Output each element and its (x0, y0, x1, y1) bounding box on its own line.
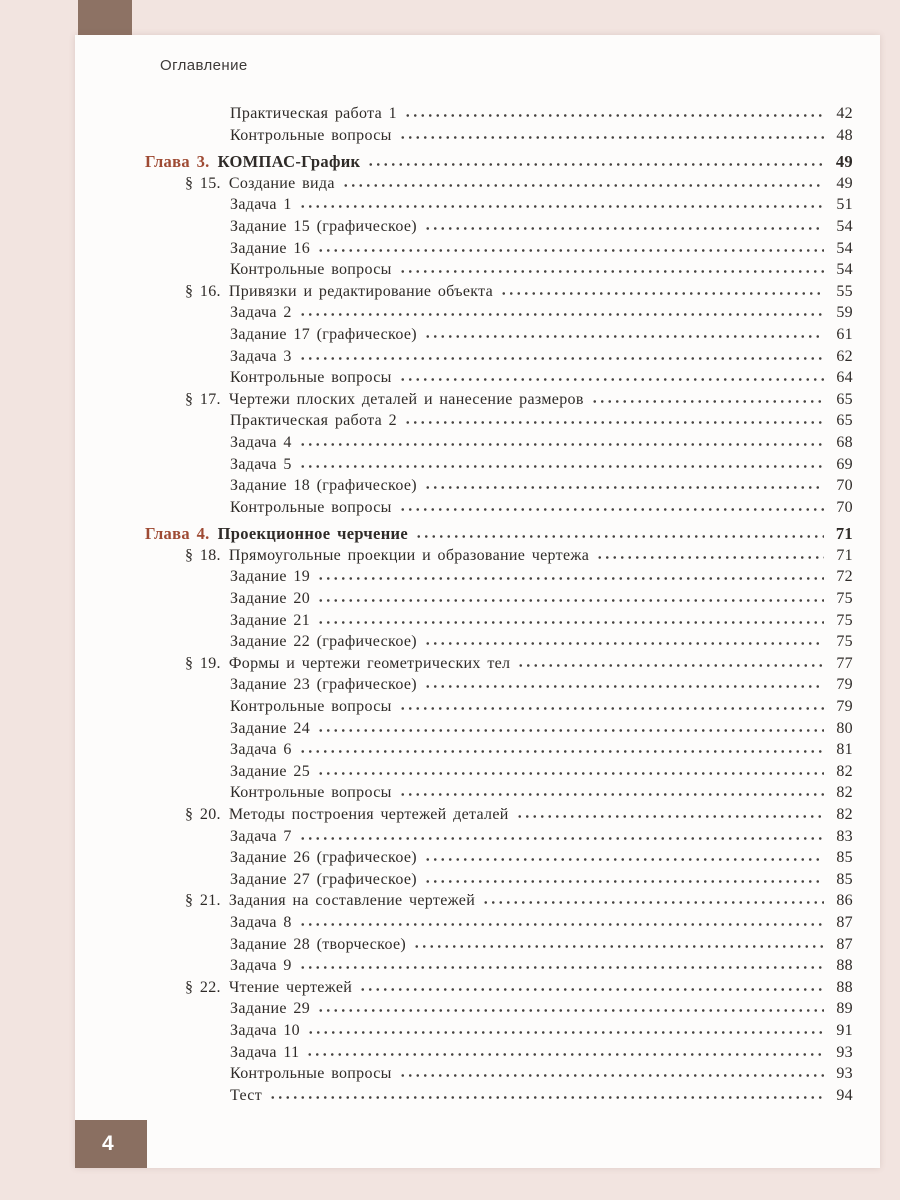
toc-leader-dots (317, 1008, 824, 1013)
toc-entry (145, 346, 853, 368)
toc-leader-dots (299, 312, 824, 317)
toc-entry (145, 281, 853, 303)
toc-entry-label: Задания на составление чертежей (228, 892, 476, 910)
toc-leader-dots (424, 684, 824, 689)
toc-entry-label: Задание 22 (графическое) (230, 633, 417, 651)
toc-leader-dots (317, 598, 824, 603)
toc-entry-prefix: Глава 4. (145, 524, 210, 544)
toc-entry-label: Тест (230, 1086, 263, 1104)
page-number: 4 (102, 1132, 114, 1155)
toc-entry-page: 82 (836, 762, 853, 780)
toc-entry-page: 87 (836, 935, 853, 953)
toc-entry (145, 696, 853, 718)
toc-entry-label: Задача 6 (230, 741, 292, 759)
toc-leader-dots (317, 248, 824, 253)
running-head: Оглавление (160, 57, 248, 74)
toc-entry-label: Задача 10 (230, 1021, 300, 1039)
toc-entry-label: Прямоугольные проекции и образование чертежа (228, 546, 590, 564)
toc-entry (145, 977, 853, 999)
toc-entry-label: Задание 28 (творческое) (230, 935, 407, 953)
toc-entry-label: Задание 25 (230, 762, 311, 780)
toc-entry-label: Контрольные вопросы (230, 126, 392, 144)
toc-entry-page: 54 (836, 239, 853, 257)
toc-entry (145, 998, 853, 1020)
toc-entry-prefix: § 20. (185, 806, 221, 823)
toc-entry-label: Чтение чертежей (228, 978, 353, 996)
toc-entry (145, 259, 853, 281)
toc-entry (145, 782, 853, 804)
toc-entry-page: 82 (836, 784, 853, 802)
toc-entry-prefix: § 21. (185, 892, 221, 910)
toc-entry-label: Контрольные вопросы (230, 261, 392, 279)
page-number-block (75, 1120, 147, 1168)
toc-leader-dots (299, 464, 824, 469)
toc-entry-label: Методы построения чертежей деталей (228, 806, 509, 823)
toc-entry (145, 869, 853, 891)
toc-entry-label: Задание 16 (230, 239, 311, 257)
toc-leader-dots (404, 420, 824, 425)
toc-entry (145, 1063, 853, 1085)
toc-entry (145, 173, 853, 195)
toc-leader-dots (500, 291, 824, 296)
toc-entry (145, 216, 853, 238)
toc-entry (145, 955, 853, 977)
toc-entry-page: 75 (836, 611, 853, 629)
toc-entry-page: 87 (836, 913, 853, 931)
toc-entry-page: 89 (836, 1000, 853, 1018)
toc-entry-page: 48 (836, 126, 853, 144)
toc-leader-dots (424, 334, 824, 339)
toc-entry-label: Задача 8 (230, 913, 292, 931)
toc-list (75, 103, 880, 1106)
toc-entry-page: 77 (836, 654, 853, 672)
toc-entry-page: 75 (836, 633, 853, 651)
toc-entry-page: 79 (836, 698, 853, 716)
toc-entry-page: 93 (836, 1043, 853, 1061)
toc-entry-label: Контрольные вопросы (230, 784, 392, 802)
toc-leader-dots (367, 162, 824, 167)
toc-entry (145, 890, 853, 912)
toc-leader-dots (307, 1030, 824, 1035)
toc-entry-page: 88 (836, 957, 853, 975)
toc-entry-prefix: § 17. (185, 390, 221, 408)
toc-entry (145, 674, 853, 696)
toc-entry-label: Задание 20 (230, 590, 311, 608)
toc-entry-prefix: Глава 3. (145, 152, 210, 172)
toc-entry-page: 93 (836, 1065, 853, 1083)
toc-entry-label: Задача 11 (230, 1043, 300, 1061)
toc-entry-prefix: § 22. (185, 978, 221, 996)
toc-entry-label: Задание 26 (графическое) (230, 849, 417, 867)
toc-leader-dots (424, 641, 824, 646)
toc-leader-dots (399, 269, 824, 274)
toc-entry (145, 1020, 853, 1042)
toc-leader-dots (299, 922, 824, 927)
toc-entry (145, 194, 853, 216)
toc-entry-page: 72 (836, 568, 853, 586)
toc-entry-page: 88 (836, 978, 853, 996)
toc-entry-page: 65 (836, 412, 853, 430)
toc-leader-dots (342, 183, 824, 188)
toc-entry (145, 475, 853, 497)
toc-entry (145, 631, 853, 653)
toc-entry-label: Контрольные вопросы (230, 1065, 392, 1083)
toc-entry (145, 125, 853, 147)
toc-entry-label: Задание 24 (230, 719, 311, 737)
toc-entry-page: 70 (836, 498, 853, 516)
toc-entry-label: Задание 23 (графическое) (230, 676, 417, 694)
toc-entry-label: Контрольные вопросы (230, 498, 392, 516)
toc-leader-dots (299, 204, 824, 209)
toc-entry-label: Задание 27 (графическое) (230, 870, 417, 888)
toc-entry (145, 432, 853, 454)
toc-entry (145, 367, 853, 389)
toc-entry (145, 1085, 853, 1107)
toc-leader-dots (482, 900, 824, 905)
toc-entry (145, 302, 853, 324)
toc-entry-label: Задание 15 (графическое) (230, 217, 417, 235)
toc-leader-dots (399, 135, 824, 140)
toc-leader-dots (424, 485, 824, 490)
toc-entry-label: Привязки и редактирование объекта (228, 282, 494, 300)
toc-leader-dots (399, 377, 824, 382)
toc-entry-label: Задача 1 (230, 196, 292, 214)
toc-entry (145, 324, 853, 346)
toc-leader-dots (299, 749, 824, 754)
toc-entry (145, 912, 853, 934)
toc-entry (145, 804, 853, 826)
toc-entry-page: 85 (836, 870, 853, 888)
toc-entry-label: Задание 18 (графическое) (230, 477, 417, 495)
toc-entry (145, 151, 853, 173)
toc-entry (145, 454, 853, 476)
toc-entry (145, 389, 853, 411)
toc-entry (145, 934, 853, 956)
toc-leader-dots (399, 1073, 824, 1078)
toc-entry (145, 523, 853, 545)
toc-entry-page: 54 (836, 261, 853, 279)
toc-entry (145, 238, 853, 260)
toc-leader-dots (317, 620, 824, 625)
toc-entry-page: 94 (836, 1086, 853, 1104)
toc-entry-page: 64 (836, 369, 853, 387)
toc-entry-prefix: § 15. (185, 174, 221, 192)
toc-entry-page: 80 (836, 719, 853, 737)
toc-leader-dots (269, 1095, 824, 1100)
toc-leader-dots (399, 792, 824, 797)
toc-leader-dots (299, 965, 824, 970)
toc-entry-label: Контрольные вопросы (230, 698, 392, 716)
toc-leader-dots (299, 442, 824, 447)
toc-entry-page: 59 (836, 304, 853, 322)
toc-entry (145, 566, 853, 588)
toc-leader-dots (517, 663, 824, 668)
toc-entry-page: 83 (836, 827, 853, 845)
toc-leader-dots (306, 1052, 824, 1057)
toc-leader-dots (359, 987, 824, 992)
toc-entry (145, 545, 853, 567)
toc-entry-label: Создание вида (228, 174, 335, 192)
toc-entry-label: Контрольные вопросы (230, 369, 392, 387)
toc-leader-dots (299, 836, 824, 841)
toc-entry-page: 71 (835, 524, 853, 544)
toc-entry-page: 86 (836, 892, 853, 910)
toc-entry-label: Задание 19 (230, 568, 311, 586)
toc-entry-page: 75 (836, 590, 853, 608)
toc-leader-dots (299, 356, 824, 361)
toc-entry (145, 410, 853, 432)
toc-entry (145, 739, 853, 761)
toc-entry (145, 718, 853, 740)
toc-entry-page: 65 (836, 390, 853, 408)
toc-entry-label: Формы и чертежи геометрических тел (228, 654, 511, 672)
toc-entry-page: 85 (836, 849, 853, 867)
toc-entry (145, 103, 853, 125)
toc-entry-prefix: § 19. (185, 654, 221, 672)
toc-entry-page: 71 (836, 546, 853, 564)
toc-entry (145, 1042, 853, 1064)
toc-leader-dots (591, 399, 824, 404)
toc-leader-dots (596, 555, 824, 560)
toc-entry (145, 653, 853, 675)
toc-entry-label: Проекционное черчение (217, 524, 408, 544)
toc-entry-page: 42 (836, 105, 853, 122)
toc-entry-label: Задание 29 (230, 1000, 311, 1018)
toc-leader-dots (317, 728, 824, 733)
toc-leader-dots (317, 576, 824, 581)
toc-entry-page: 91 (836, 1021, 853, 1039)
toc-entry-label: Задача 5 (230, 455, 292, 473)
toc-entry-page: 49 (835, 152, 853, 172)
toc-leader-dots (424, 226, 824, 231)
toc-entry-label: КОМПАС-График (217, 152, 361, 172)
toc-entry-label: Практическая работа 2 (230, 412, 397, 430)
toc-entry-label: Чертежи плоских деталей и нанесение размеров (228, 390, 584, 408)
toc-leader-dots (399, 706, 824, 711)
toc-leader-dots (415, 534, 824, 539)
toc-entry-page: 51 (836, 196, 853, 214)
toc-leader-dots (424, 857, 824, 862)
toc-entry-page: 68 (836, 433, 853, 451)
toc-entry-label: Задание 17 (графическое) (230, 325, 417, 343)
book-page (75, 35, 880, 1168)
toc-entry-label: Задача 9 (230, 957, 292, 975)
toc-leader-dots (516, 814, 824, 819)
toc-entry-page: 54 (836, 217, 853, 235)
toc-entry-page: 61 (836, 325, 853, 343)
toc-entry-page: 69 (836, 455, 853, 473)
toc-entry-label: Задача 7 (230, 827, 292, 845)
toc-entry (145, 826, 853, 848)
toc-leader-dots (317, 771, 824, 776)
toc-entry (145, 588, 853, 610)
toc-entry-label: Задача 3 (230, 347, 292, 365)
toc-leader-dots (404, 113, 824, 118)
toc-entry-label: Задача 2 (230, 304, 292, 322)
toc-entry (145, 497, 853, 519)
toc-entry (145, 847, 853, 869)
toc-entry-page: 79 (836, 676, 853, 694)
toc-entry-page: 49 (836, 174, 853, 192)
toc-entry-page: 81 (836, 741, 853, 759)
toc-entry-label: Практическая работа 1 (230, 105, 397, 122)
toc-entry-page: 70 (836, 477, 853, 495)
toc-entry-page: 82 (836, 806, 853, 823)
toc-entry (145, 761, 853, 783)
toc-entry-page: 55 (836, 282, 853, 300)
toc-entry-page: 62 (836, 347, 853, 365)
toc-entry (145, 610, 853, 632)
toc-leader-dots (424, 879, 824, 884)
toc-entry-label: Задание 21 (230, 611, 311, 629)
toc-leader-dots (413, 944, 824, 949)
toc-entry-prefix: § 16. (185, 282, 221, 300)
toc-leader-dots (399, 507, 824, 512)
toc-entry-label: Задача 4 (230, 433, 292, 451)
toc-entry-prefix: § 18. (185, 546, 221, 564)
